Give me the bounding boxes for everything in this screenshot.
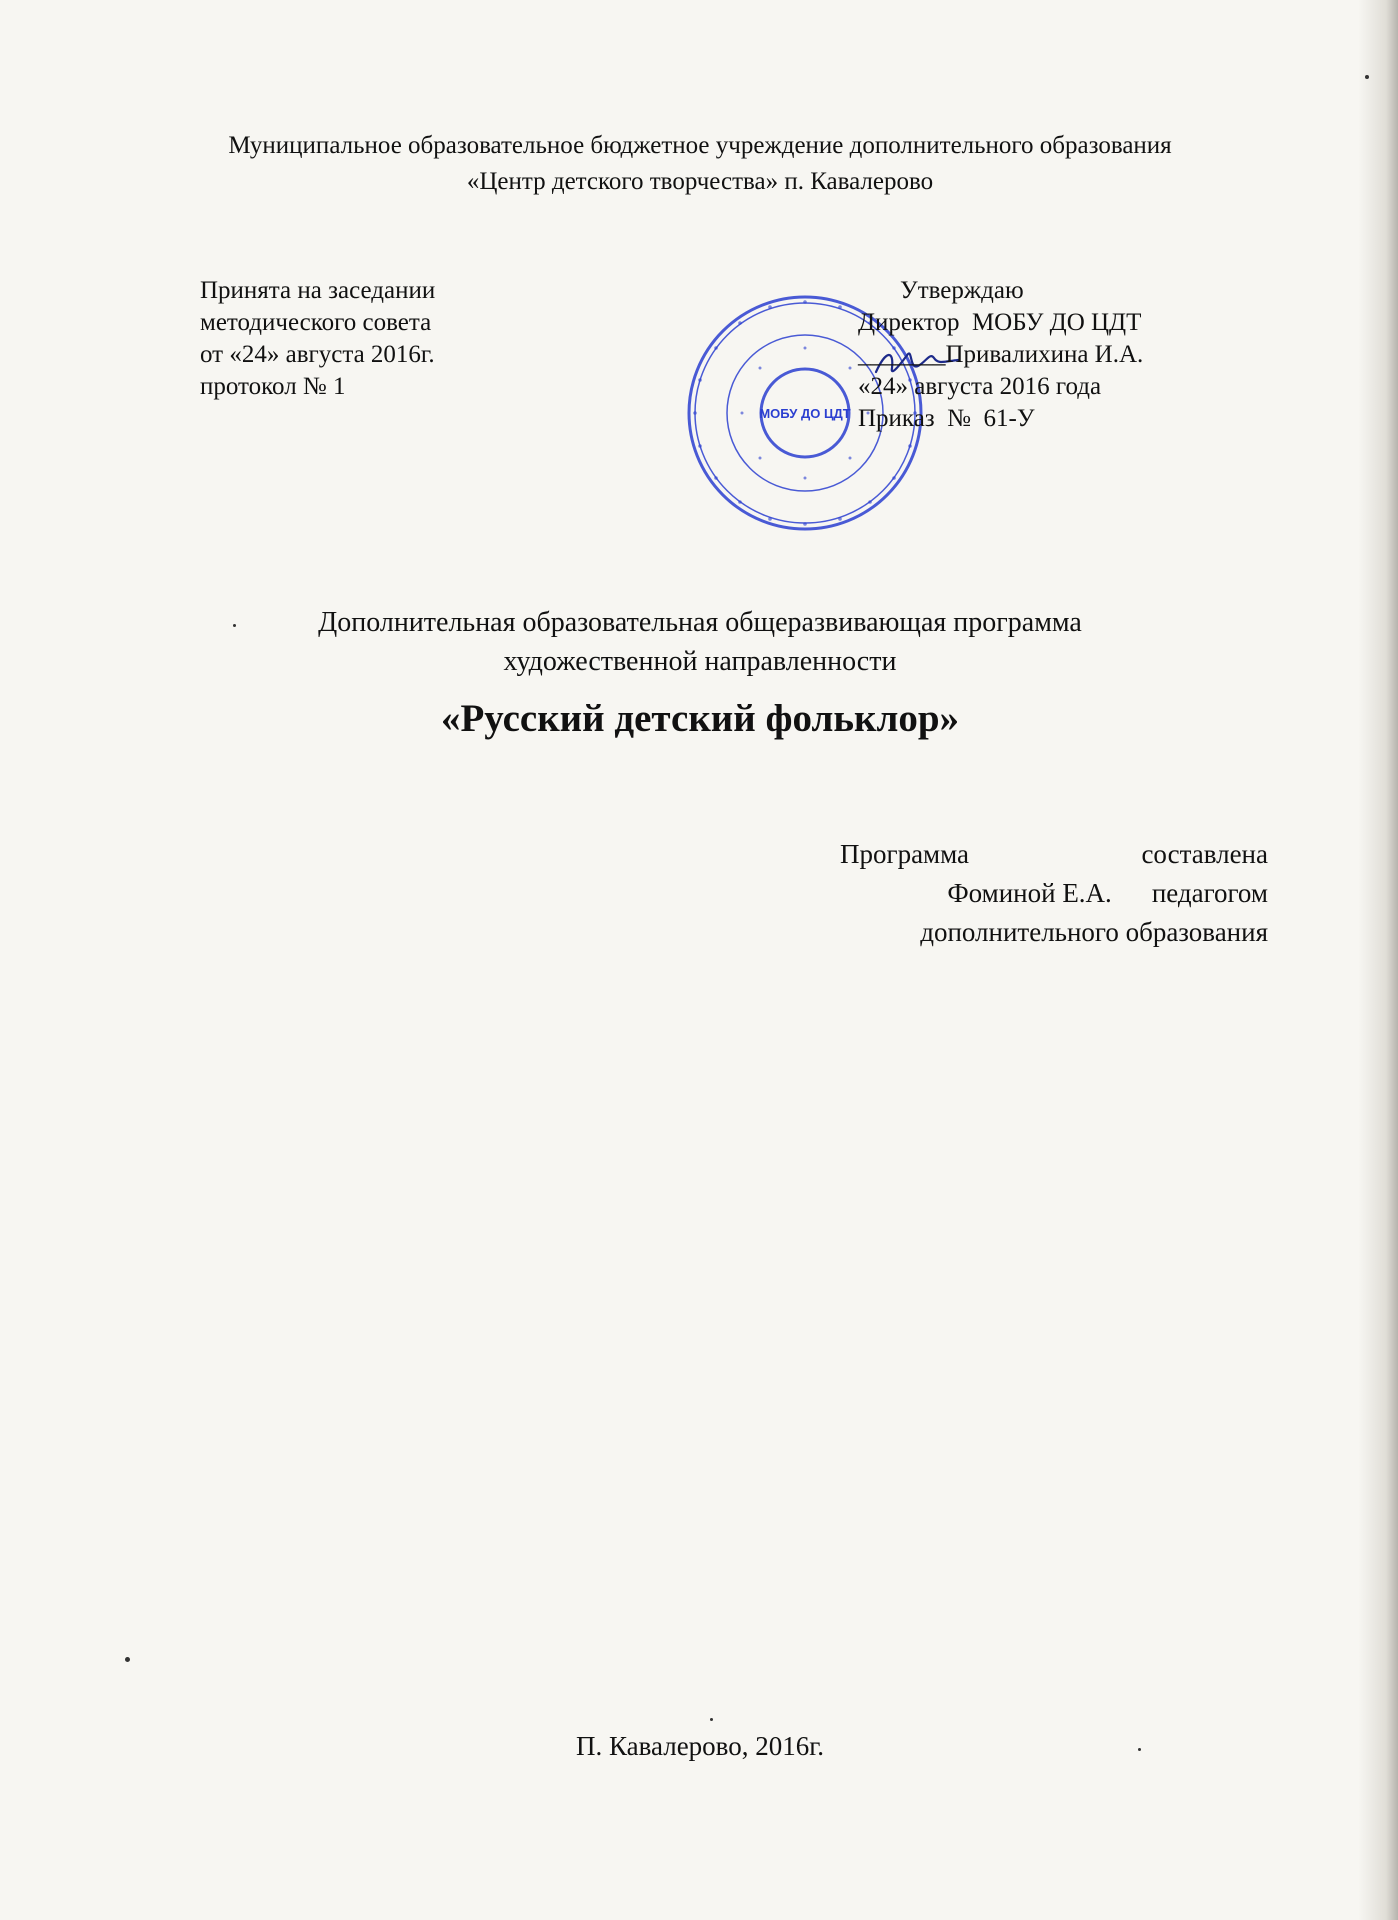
institution-header (130, 128, 1270, 200)
program-description (150, 603, 1250, 681)
council-line1: Принята на заседании (200, 277, 436, 304)
author-block (840, 835, 1268, 952)
author-role: педагогом (1151, 878, 1268, 908)
page-edge-shadow (1358, 0, 1398, 1920)
director-title: Директор МОБУ ДО ЦДТ (858, 309, 1142, 336)
place-and-year: П. Кавалерово, 2016г. (575, 1731, 825, 1761)
author-word-compiled: составлена (1141, 839, 1268, 869)
scan-speck (1138, 1748, 1141, 1751)
scan-speck (125, 1657, 130, 1662)
council-approval-block (200, 275, 560, 403)
author-line1 (840, 835, 1268, 874)
order-number: Приказ № 61-У (858, 405, 1035, 432)
approve-heading: Утверждаю (900, 277, 1024, 304)
author-line2 (840, 874, 1268, 913)
council-protocol: протокол № 1 (200, 373, 346, 400)
institution-name-line1: Муниципальное образовательное бюджетное учреждение дополнительного образования (228, 132, 1172, 159)
scan-speck (233, 624, 236, 627)
author-role-detail: дополнительного образования (920, 917, 1268, 947)
approval-date: «24» августа 2016 года (858, 373, 1102, 400)
program-title: «Русский детский фольклор» (440, 697, 960, 740)
institution-name-line2: «Центр детского творчества» п. Кавалерово (466, 168, 934, 195)
scan-speck (710, 1718, 713, 1721)
scan-speck (1365, 75, 1369, 79)
director-approval-block (858, 275, 1238, 435)
council-line2: методического совета (200, 309, 432, 336)
author-name: Фоминой Е.А. (947, 878, 1112, 908)
stamp-center-text: МОБУ ДО ЦДТ (759, 406, 851, 421)
author-word-program: Программа (840, 839, 970, 869)
director-name: _______Привалихина И.А. (858, 341, 1144, 368)
author-line3 (840, 913, 1268, 952)
program-direction: художественной направленности (503, 646, 897, 677)
program-type: Дополнительная образовательная общеразвивающая программа (318, 607, 1082, 638)
council-date: от «24» августа 2016г. (200, 341, 435, 368)
